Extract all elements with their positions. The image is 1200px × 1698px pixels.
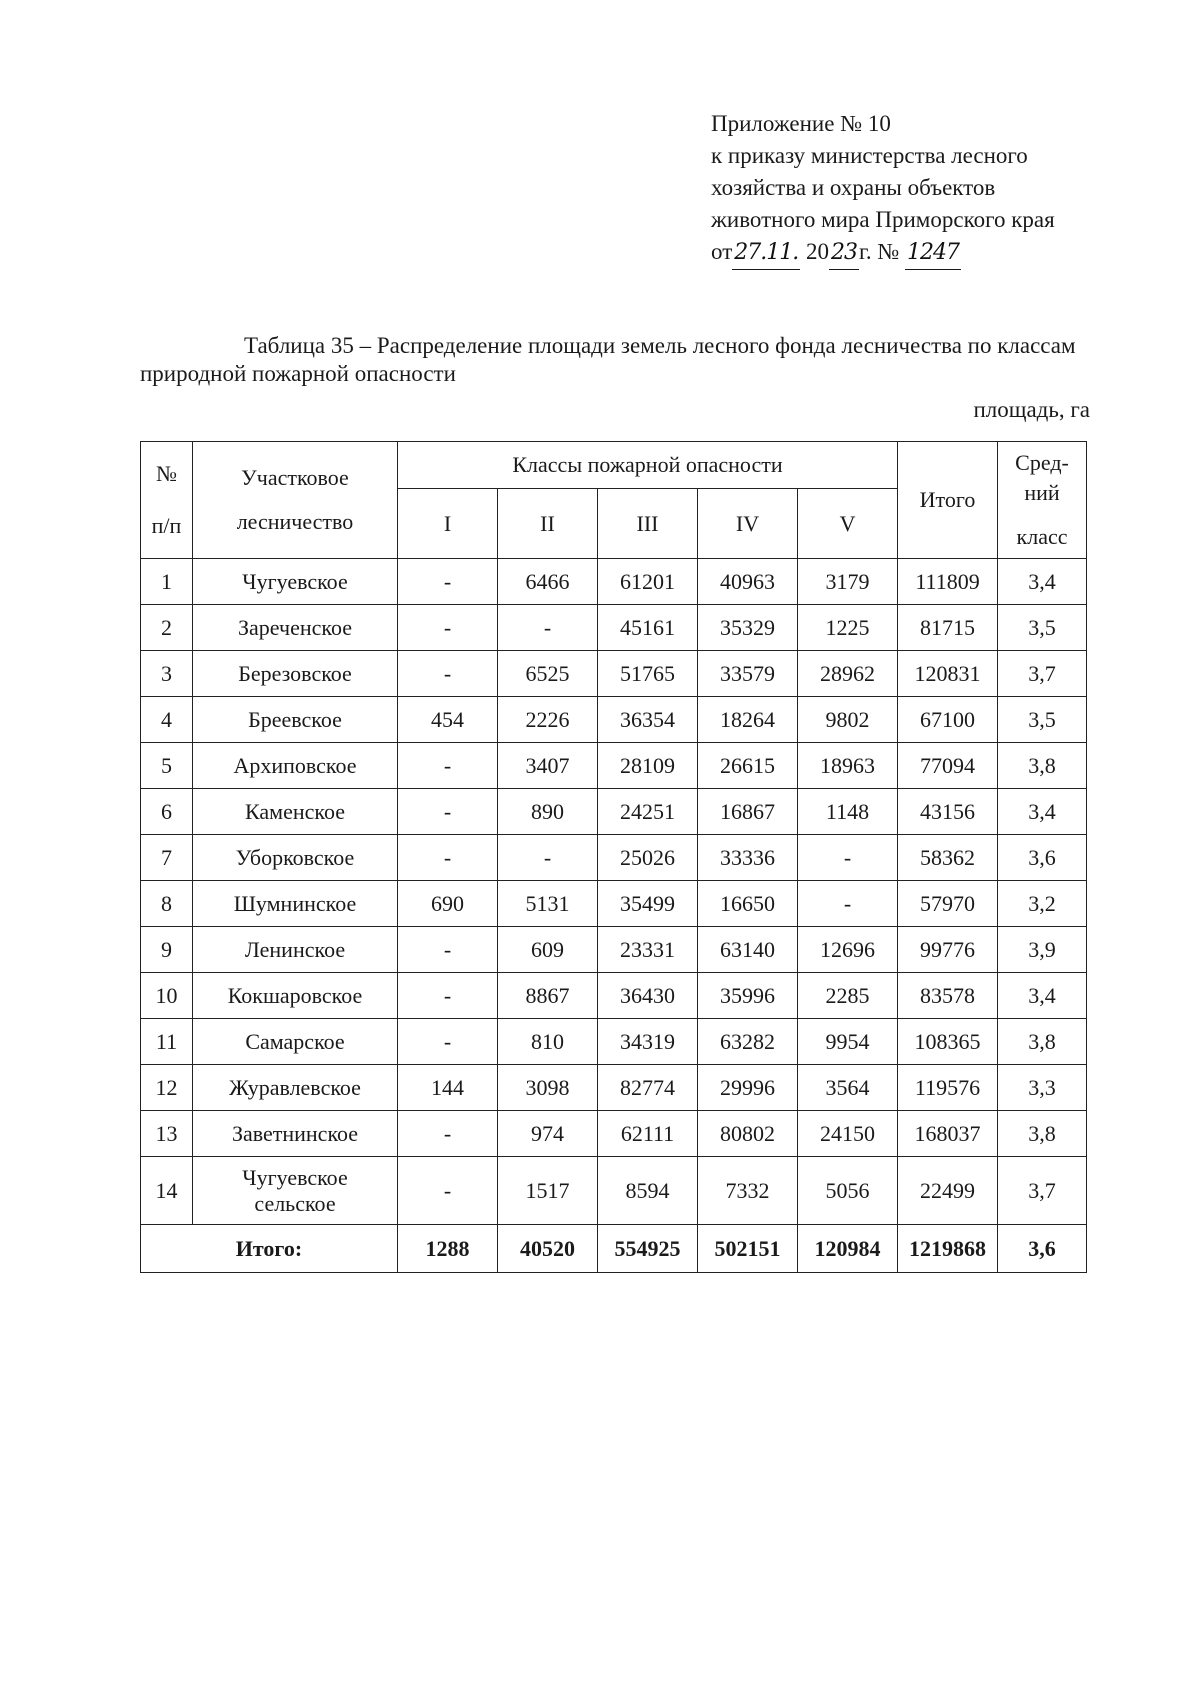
row-class-5: 24150 <box>798 1111 898 1157</box>
row-class-4: 33336 <box>698 835 798 881</box>
row-class-4: 35996 <box>698 973 798 1019</box>
row-class-3: 45161 <box>598 605 698 651</box>
row-class-1: - <box>398 1157 498 1225</box>
table-row <box>141 835 1087 881</box>
row-class-5: 9954 <box>798 1019 898 1065</box>
table-row <box>141 1111 1087 1157</box>
row-forestry: Бреевское <box>193 697 398 743</box>
total-class-1: 1288 <box>398 1225 498 1273</box>
row-class-3: 34319 <box>598 1019 698 1065</box>
row-forestry-line1: Чугуевское <box>242 1164 348 1190</box>
table-caption: Таблица 35 – Распределение площади земель лесного фонда лесничества по классам природной пожарной опасности <box>140 333 1076 386</box>
row-forestry-line2: сельское <box>254 1190 336 1216</box>
row-average: 3,5 <box>998 605 1087 651</box>
header-fire-classes: Классы пожарной опасности <box>398 442 898 489</box>
row-class-2: 974 <box>498 1111 598 1157</box>
row-average: 3,4 <box>998 789 1087 835</box>
row-class-4: 29996 <box>698 1065 798 1111</box>
row-number: 14 <box>141 1157 193 1225</box>
row-total: 43156 <box>898 789 998 835</box>
row-class-5: 1225 <box>798 605 898 651</box>
appendix-header <box>711 108 1131 270</box>
row-class-1: 454 <box>398 697 498 743</box>
row-class-2: 6525 <box>498 651 598 697</box>
row-forestry: Березовское <box>193 651 398 697</box>
row-number: 12 <box>141 1065 193 1111</box>
table-row <box>141 651 1087 697</box>
row-class-4: 16867 <box>698 789 798 835</box>
row-class-3: 62111 <box>598 1111 698 1157</box>
table-row <box>141 1019 1087 1065</box>
row-class-1: 144 <box>398 1065 498 1111</box>
row-class-4: 18264 <box>698 697 798 743</box>
row-average: 3,7 <box>998 1157 1087 1225</box>
row-class-2: - <box>498 605 598 651</box>
row-class-2: 3407 <box>498 743 598 789</box>
header-number-symbol: № <box>156 461 177 486</box>
row-class-5: 9802 <box>798 697 898 743</box>
row-total: 67100 <box>898 697 998 743</box>
appendix-order-line: к приказу министерства лесного <box>711 143 1028 168</box>
row-average: 3,6 <box>998 835 1087 881</box>
date-prefix: от <box>711 239 733 264</box>
total-class-3: 554925 <box>598 1225 698 1273</box>
row-forestry: Шумнинское <box>193 881 398 927</box>
header-class-1: I <box>398 489 498 559</box>
table-row <box>141 605 1087 651</box>
total-row <box>141 1225 1087 1273</box>
table-row <box>141 927 1087 973</box>
unit-label: площадь, га <box>973 397 1090 422</box>
row-class-4: 40963 <box>698 559 798 605</box>
row-class-3: 36354 <box>598 697 698 743</box>
header-class-3: III <box>598 489 698 559</box>
header-number-abbr: п/п <box>151 513 182 538</box>
row-class-3: 25026 <box>598 835 698 881</box>
table-row <box>141 789 1087 835</box>
row-total: 99776 <box>898 927 998 973</box>
row-class-5: 18963 <box>798 743 898 789</box>
row-class-5: 3564 <box>798 1065 898 1111</box>
row-forestry: Архиповское <box>193 743 398 789</box>
row-number: 3 <box>141 651 193 697</box>
row-class-1: - <box>398 605 498 651</box>
total-sum: 1219868 <box>898 1225 998 1273</box>
row-number: 13 <box>141 1111 193 1157</box>
row-number: 5 <box>141 743 193 789</box>
row-class-1: - <box>398 743 498 789</box>
row-total: 57970 <box>898 881 998 927</box>
row-forestry: Ленинское <box>193 927 398 973</box>
row-class-3: 51765 <box>598 651 698 697</box>
row-class-2: 8867 <box>498 973 598 1019</box>
row-average: 3,4 <box>998 559 1087 605</box>
appendix-date-line <box>711 236 1131 270</box>
row-class-2: 3098 <box>498 1065 598 1111</box>
row-class-2: 6466 <box>498 559 598 605</box>
row-class-4: 7332 <box>698 1157 798 1225</box>
row-class-2: - <box>498 835 598 881</box>
row-class-3: 23331 <box>598 927 698 973</box>
header-class-2: II <box>498 489 598 559</box>
header-forestry-line2: лесничество <box>236 509 354 534</box>
row-forestry <box>193 1157 398 1225</box>
row-class-1: - <box>398 559 498 605</box>
row-class-5: - <box>798 881 898 927</box>
total-class-4: 502151 <box>698 1225 798 1273</box>
row-number: 1 <box>141 559 193 605</box>
row-average: 3,7 <box>998 651 1087 697</box>
row-average: 3,2 <box>998 881 1087 927</box>
row-number: 8 <box>141 881 193 927</box>
row-class-3: 61201 <box>598 559 698 605</box>
row-total: 119576 <box>898 1065 998 1111</box>
row-class-2: 5131 <box>498 881 598 927</box>
header-avg-line1: Сред- <box>1015 450 1069 475</box>
row-class-5: 3179 <box>798 559 898 605</box>
table-row <box>141 973 1087 1019</box>
row-average: 3,3 <box>998 1065 1087 1111</box>
row-total: 168037 <box>898 1111 998 1157</box>
row-total: 77094 <box>898 743 998 789</box>
table-row <box>141 1065 1087 1111</box>
row-class-1: - <box>398 789 498 835</box>
row-number: 2 <box>141 605 193 651</box>
header-avg-line2: ний <box>1024 480 1060 505</box>
row-number: 11 <box>141 1019 193 1065</box>
row-class-5: 12696 <box>798 927 898 973</box>
row-class-2: 890 <box>498 789 598 835</box>
header-number <box>141 442 193 559</box>
row-class-3: 35499 <box>598 881 698 927</box>
appendix-region-line: животного мира Приморского края <box>711 207 1055 232</box>
total-class-5: 120984 <box>798 1225 898 1273</box>
row-average: 3,4 <box>998 973 1087 1019</box>
row-class-1: - <box>398 651 498 697</box>
row-average: 3,8 <box>998 1019 1087 1065</box>
row-number: 10 <box>141 973 193 1019</box>
row-average: 3,5 <box>998 697 1087 743</box>
row-class-2: 2226 <box>498 697 598 743</box>
total-average: 3,6 <box>998 1225 1087 1273</box>
total-class-2: 40520 <box>498 1225 598 1273</box>
row-forestry: Журавлевское <box>193 1065 398 1111</box>
handwritten-year: 23 <box>829 237 859 270</box>
header-total: Итого <box>898 442 998 559</box>
table-row <box>141 1157 1087 1225</box>
row-forestry: Самарское <box>193 1019 398 1065</box>
row-class-1: - <box>398 1111 498 1157</box>
row-forestry: Заветнинское <box>193 1111 398 1157</box>
row-class-5: 2285 <box>798 973 898 1019</box>
table-row <box>141 559 1087 605</box>
row-class-5: - <box>798 835 898 881</box>
row-class-4: 80802 <box>698 1111 798 1157</box>
row-number: 9 <box>141 927 193 973</box>
row-class-4: 16650 <box>698 881 798 927</box>
row-total: 22499 <box>898 1157 998 1225</box>
row-class-2: 810 <box>498 1019 598 1065</box>
row-class-1: - <box>398 927 498 973</box>
row-class-4: 33579 <box>698 651 798 697</box>
header-class-5: V <box>798 489 898 559</box>
row-number: 7 <box>141 835 193 881</box>
header-average-class <box>998 442 1087 559</box>
row-class-3: 28109 <box>598 743 698 789</box>
appendix-title: Приложение № 10 <box>711 111 891 136</box>
row-number: 4 <box>141 697 193 743</box>
row-number: 6 <box>141 789 193 835</box>
total-label: Итого: <box>141 1225 398 1273</box>
row-class-2: 609 <box>498 927 598 973</box>
row-total: 83578 <box>898 973 998 1019</box>
row-class-1: - <box>398 835 498 881</box>
appendix-ministry-line: хозяйства и охраны объектов <box>711 175 996 200</box>
row-class-1: - <box>398 973 498 1019</box>
row-class-2: 1517 <box>498 1157 598 1225</box>
table-row <box>141 743 1087 789</box>
table-row <box>141 697 1087 743</box>
row-class-1: 690 <box>398 881 498 927</box>
header-forestry <box>193 442 398 559</box>
row-class-5: 28962 <box>798 651 898 697</box>
row-class-1: - <box>398 1019 498 1065</box>
row-class-3: 36430 <box>598 973 698 1019</box>
row-class-5: 5056 <box>798 1157 898 1225</box>
handwritten-order-number: 1247 <box>905 237 961 270</box>
header-forestry-line1: Участковое <box>241 465 349 490</box>
year-suffix: г. № <box>858 239 900 264</box>
header-avg-line3: класс <box>1016 524 1068 549</box>
row-total: 81715 <box>898 605 998 651</box>
row-class-4: 63282 <box>698 1019 798 1065</box>
row-forestry: Каменское <box>193 789 398 835</box>
row-class-4: 63140 <box>698 927 798 973</box>
row-forestry: Уборковское <box>193 835 398 881</box>
row-average: 3,8 <box>998 1111 1087 1157</box>
row-average: 3,8 <box>998 743 1087 789</box>
row-total: 58362 <box>898 835 998 881</box>
table-row <box>141 881 1087 927</box>
row-class-3: 24251 <box>598 789 698 835</box>
row-forestry: Зареченское <box>193 605 398 651</box>
row-total: 120831 <box>898 651 998 697</box>
year-prefix: 20 <box>805 239 829 264</box>
row-total: 108365 <box>898 1019 998 1065</box>
row-class-3: 8594 <box>598 1157 698 1225</box>
row-class-5: 1148 <box>798 789 898 835</box>
row-forestry: Кокшаровское <box>193 973 398 1019</box>
row-class-4: 26615 <box>698 743 798 789</box>
fire-class-table <box>140 441 1087 1273</box>
header-class-4: IV <box>698 489 798 559</box>
row-total: 111809 <box>898 559 998 605</box>
row-average: 3,9 <box>998 927 1087 973</box>
row-class-3: 82774 <box>598 1065 698 1111</box>
row-class-4: 35329 <box>698 605 798 651</box>
handwritten-date: 27.11. <box>732 237 800 270</box>
row-forestry: Чугуевское <box>193 559 398 605</box>
